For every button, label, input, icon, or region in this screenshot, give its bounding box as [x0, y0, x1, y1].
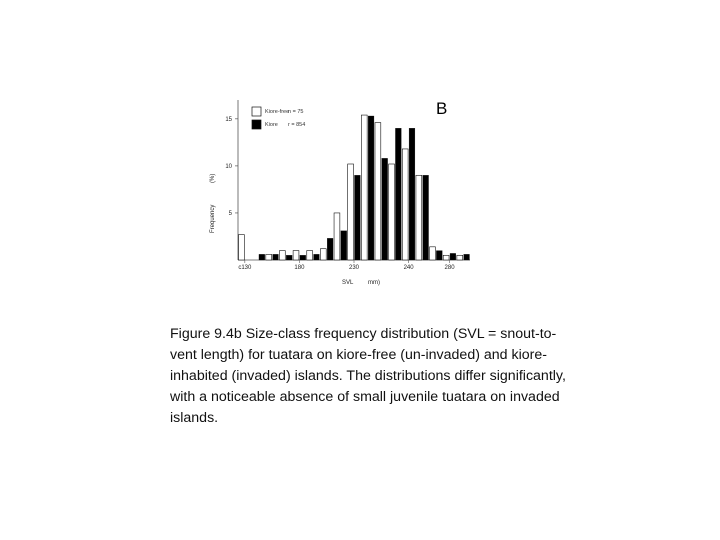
chart-legend: [252, 107, 305, 129]
x-tick-label: 280: [444, 265, 455, 271]
bar-kiore-free-16: [457, 255, 463, 260]
bar-kiore-4: [300, 255, 306, 260]
bar-kiore-free-5: [307, 251, 313, 260]
bar-kiore-free-7: [334, 213, 340, 260]
x-axis-unit: mm): [368, 280, 380, 286]
y-tick-label: 10: [225, 163, 232, 170]
legend-n: r = 854: [288, 122, 306, 128]
bar-kiore-1: [259, 254, 265, 260]
y-tick-label: 15: [225, 116, 232, 123]
x-tick-label: 240: [403, 265, 414, 271]
bar-kiore-7: [341, 231, 347, 260]
bar-kiore-free-12: [402, 149, 408, 260]
bar-kiore-11: [395, 128, 401, 260]
bar-kiore-15: [450, 253, 456, 260]
chart-bars: [239, 115, 470, 260]
y-tick-label: 5: [228, 210, 232, 217]
bar-kiore-3: [286, 255, 292, 260]
bar-kiore-free-0: [239, 235, 245, 260]
bar-kiore-5: [314, 254, 320, 260]
bar-kiore-free-6: [320, 249, 326, 260]
x-tick-label: 230: [348, 265, 360, 271]
histogram-figure: [190, 85, 480, 300]
legend-label: Kiore-free: [265, 109, 290, 115]
x-tick-label: c130: [238, 265, 252, 271]
bar-kiore-6: [327, 238, 333, 260]
bar-kiore-free-13: [416, 175, 422, 260]
x-tick-label: 180: [294, 265, 305, 271]
figure-caption: Figure 9.4b Size-class frequency distribution (SVL = snout-to-vent length) for tuatara on kiore-free (un-invaded) and kiore-inhabited (invaded) islands. The distributions differ significantly, with a noticeable absence of small juvenile tuatara on invaded islands.: [170, 326, 566, 426]
bar-kiore-8: [355, 175, 361, 260]
chart-svg: [190, 85, 480, 300]
legend-n: n = 75: [288, 109, 304, 115]
bar-kiore-free-14: [430, 247, 436, 260]
legend-swatch: [252, 107, 261, 116]
legend-swatch: [252, 120, 261, 129]
y-axis-unit: (%): [210, 173, 216, 183]
bar-kiore-free-2: [266, 254, 272, 260]
legend-label: Kiore: [265, 122, 278, 128]
bar-kiore-free-9: [361, 115, 367, 260]
bar-kiore-free-4: [293, 251, 299, 260]
x-axis-label: SVL: [342, 280, 354, 286]
bar-kiore-16: [464, 254, 470, 260]
bar-kiore-free-11: [389, 164, 395, 260]
bar-kiore-13: [423, 175, 429, 260]
y-axis-label: Frequency: [210, 204, 216, 233]
panel-label: B: [436, 99, 448, 118]
bar-kiore-2: [273, 254, 279, 260]
bar-kiore-9: [368, 116, 374, 260]
bar-kiore-free-3: [279, 251, 285, 260]
bar-kiore-10: [382, 158, 388, 260]
bar-kiore-free-10: [375, 123, 381, 260]
bar-kiore-14: [436, 251, 442, 260]
bar-kiore-free-15: [443, 255, 449, 260]
bar-kiore-free-8: [348, 164, 354, 260]
bar-kiore-12: [409, 128, 415, 260]
